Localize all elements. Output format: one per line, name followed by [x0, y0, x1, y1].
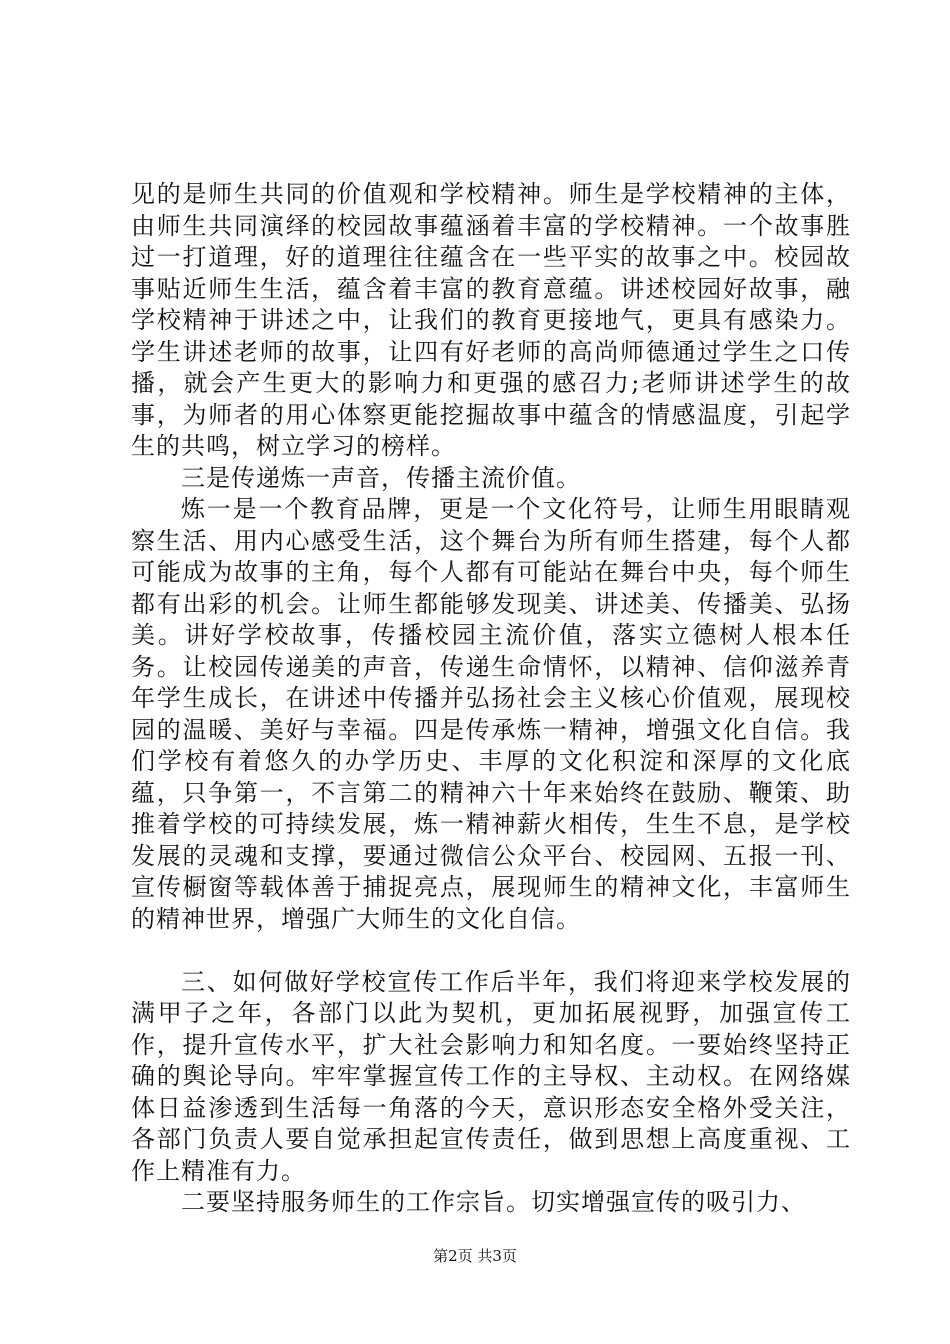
paragraph-second-requirement: 二要坚持服务师生的工作宗旨。切实增强宣传的吸引力、: [181, 1188, 806, 1216]
paragraph-heading-three: 三是传递炼一声音，传播主流价值。: [181, 463, 581, 492]
paragraph-section-three: 三、如何做好学校宣传工作后半年，我们将迎来学校发展的满甲子之年，各部门以此为契机，更加拓展视野，加强宣传工作，提升宣传水平，扩大社会影响力和知名度。一要始终坚持正确的舆论导向。牢牢掌握宣传工作的主导权、主动权。在网络媒体日益渗透到生活每一角落的今天，意识形态安全格外受关注，各部门负责人要自觉承担起宣传责任，做到思想上高度重视、工作上精准有力。: [131, 967, 851, 1185]
paragraph-lianyi-brand: 炼一是一个教育品牌，更是一个文化符号，让师生用眼睛观察生活、用内心感受生活，这个舞台为所有师生搭建，每个人都可能成为故事的主角，每个人都有可能站在舞台中央，每个师生都有出彩的机会。让师生都能够发现美、讲述美、传播美、弘扬美。讲好学校故事，传播校园主流价值，落实立德树人根本任务。让校园传递美的声音，传递生命情怀，以精神、信仰滋养青年学生成长，在讲述中传播并弘扬社会主义核心价值观，展现校园的温暖、美好与幸福。四是传承炼一精神，增强文化自信。我们学校有着悠久的办学历史、丰厚的文化积淀和深厚的文化底蕴，只争第一，不言第二的精神六十年来始终在鼓励、鞭策、助推着学校的可持续发展，炼一精神薪火相传，生生不息，是学校发展的灵魂和支撑，要通过微信公众平台、校园网、五报一刊、宣传橱窗等载体善于捕捉亮点，展现师生的精神文化，丰富师生的精神世界，增强广大师生的文化自信。: [131, 495, 851, 933]
document-body: [131, 179, 851, 1219]
page-number-footer: 第2页 共3页: [433, 1247, 517, 1265]
paragraph-continued: 见的是师生共同的价值观和学校精神。师生是学校精神的主体，由师生共同演绎的校园故事蕴涵着丰富的学校精神。一个故事胜过一打道理，好的道理往往蕴含在一些平实的故事之中。校园故事贴近师生生活，蕴含着丰富的教育意蕴。讲述校园好故事，融学校精神于讲述之中，让我们的教育更接地气，更具有感染力。学生讲述老师的故事，让四有好老师的高尚师德通过学生之口传播，就会产生更大的影响力和更强的感召力;老师讲述学生的故事，为师者的用心体察更能挖掘故事中蕴含的情感温度，引起学生的共鸣，树立学习的榜样。: [131, 180, 851, 460]
paragraph-gap: [131, 935, 851, 967]
